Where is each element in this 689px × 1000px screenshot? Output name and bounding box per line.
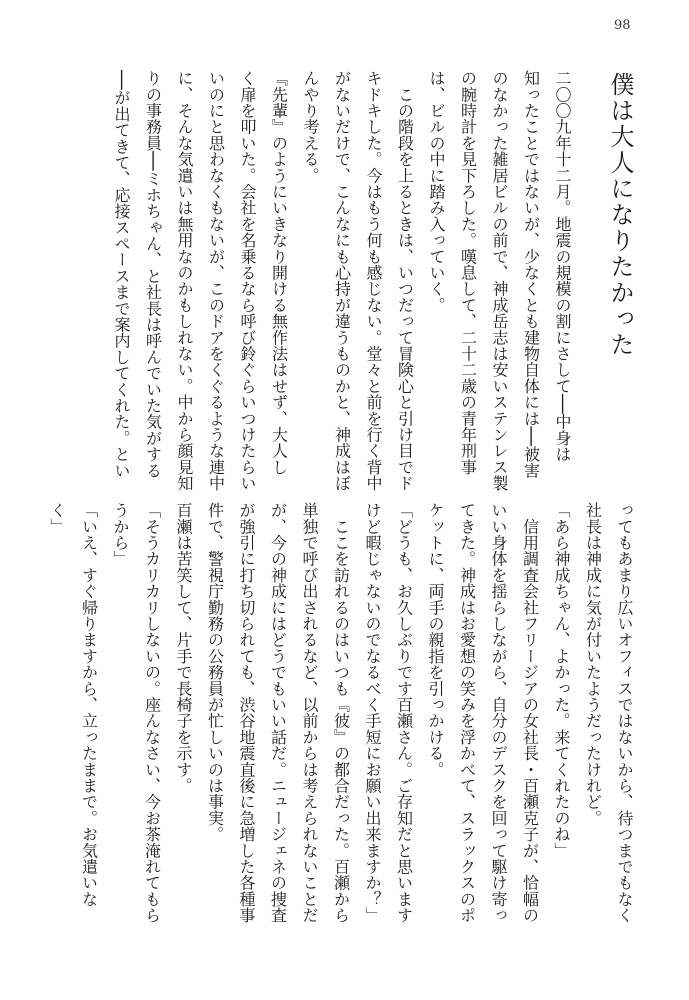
text-line: は、ビルの中に踏み入っていく。 <box>427 70 446 313</box>
text-line: キドキした。今はもう何も感じない。堂々と前を行く背中 <box>364 70 383 492</box>
text-line: 件で、警視庁勤務の公務員が忙しいのは事実。 <box>205 502 225 843</box>
text-line: 社長は神成に気が付いたようだったけれど。 <box>583 502 603 826</box>
text-line: 「いえ、すぐ帰りますから、立ったままで。お気遣いな <box>79 502 99 907</box>
text-line: が、今の神成にはどうでもいい話だ。ニュージェネの捜査 <box>268 502 288 924</box>
text-line: 単独で呼び出されるなど、以前からは考えられないことだ <box>300 502 319 924</box>
chapter-title: 僕は大人になりたかった <box>606 72 634 358</box>
text-line: いのにと思わなくもないが、このドアをくぐるような連中 <box>206 70 226 492</box>
text-line: ケットに、両手の親指を引っかける。 <box>426 502 445 778</box>
text-line: 「あら神成ちゃん、よかった。来てくれたのね」 <box>552 502 571 859</box>
text-line: うから」 <box>111 502 130 567</box>
text-line: 「そうカリカリしないの。座んなさい、今お茶淹れてもら <box>142 502 162 924</box>
text-line: が強引に打ち切られても、渋谷地震直後に急増した各種事 <box>237 502 256 924</box>
body-text-lower <box>48 502 640 962</box>
text-line: いい身体を揺らしながら、自分のデスクを回って駆け寄っ <box>489 502 508 924</box>
text-line: の腕時計を見下ろした。嘆息して、二十二歳の青年刑事 <box>458 70 478 475</box>
text-line: がないだけで、こんなにも心持が違うものかと、神成はぼ <box>332 70 352 492</box>
text-line: 二〇〇九年十二月。地震の規模の割にさして──中身は <box>553 70 572 463</box>
text-line: りの事務員──ミホちゃん、と社長は呼んでいた気がする <box>143 70 163 479</box>
text-line: この階段を上るときは、いつだって冒険心と引け目でド <box>395 70 415 492</box>
text-line: 百瀬は苦笑して、片手で長椅子を示す。 <box>174 502 193 794</box>
text-line: ここを訪れるのはいつも『彼』の都合だった。百瀬から <box>331 502 351 924</box>
text-line: 知ったことではないが、少なくとも建物自体には──被害 <box>521 70 541 479</box>
text-line: んやり考える。 <box>301 70 320 184</box>
text-line: ってもあまり広いオフィスではないから、待つまでもなく <box>615 502 634 924</box>
body-text-upper <box>112 70 578 492</box>
text-line: のなかった雑居ビルの前で、神成岳志は安いステンレス製 <box>490 70 509 492</box>
text-line: 信用調査会社フリージアの女社長・百瀬克子が、恰幅の <box>520 502 540 924</box>
text-line: ──が出てきて、応接スペースまで案内してくれた。とい <box>112 70 131 479</box>
text-line: く扉を叩いた。会社を名乗るなら呼び鈴ぐらいつけたらい <box>238 70 257 492</box>
text-line: 「どうも、お久しぶりです百瀬さん。ご存知だと思います <box>394 502 414 924</box>
text-line: てきた。神成はお愛想の笑みを浮かべて、スラックスのポ <box>457 502 477 924</box>
page-number: 98 <box>614 18 631 33</box>
text-line: けど暇じゃないのでなるべく手短にお願い出来ますか？」 <box>363 502 382 924</box>
text-line: に、そんな気遣いは無用なのかもしれない。中から顔見知 <box>175 70 194 492</box>
text-line: 『先輩』のようにいきなり開ける無作法はせず、大人し <box>269 70 289 475</box>
text-line: く」 <box>48 502 67 535</box>
